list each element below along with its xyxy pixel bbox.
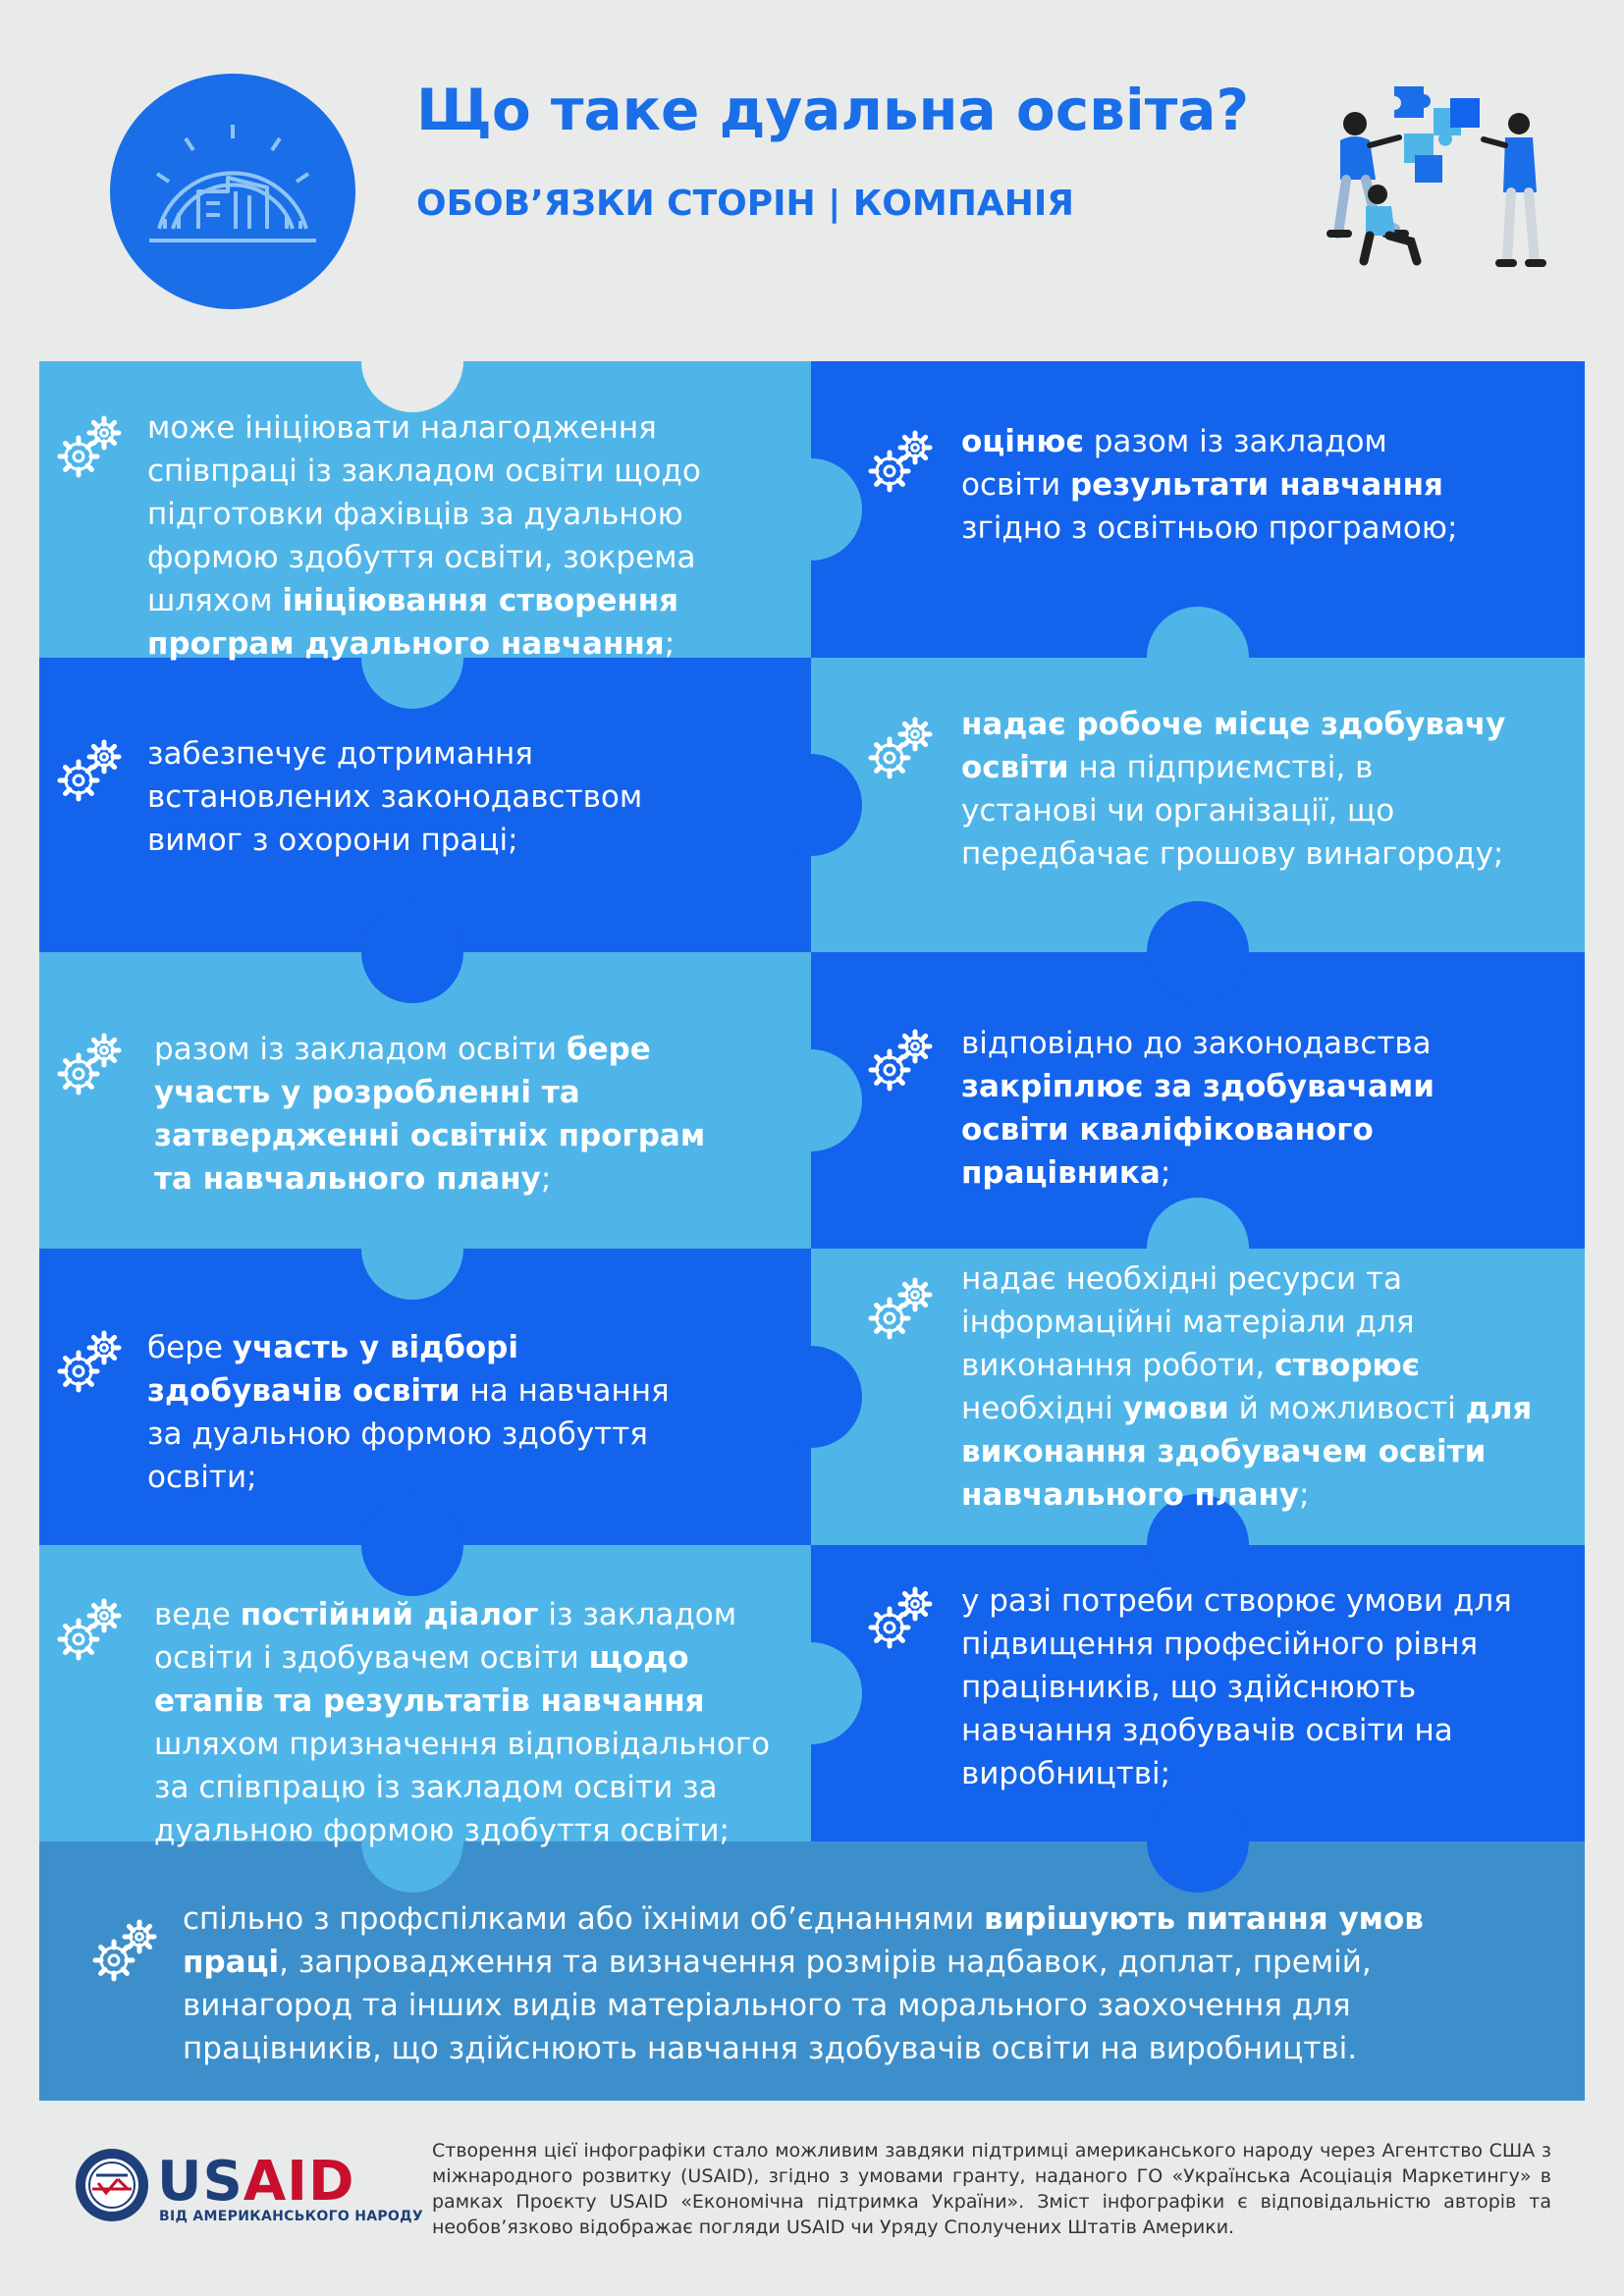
duty-text: у разі потреби створює умови для підвищення професійного рівня працівників, що здійснюють навчання здобувачів освіти на виробництві; [961, 1583, 1512, 1791]
usaid-tagline: ВІД АМЕРИКАНСЬКОГО НАРОДУ [159, 2209, 423, 2224]
puzzle-knob [1147, 607, 1249, 709]
duty-text: бере участь у відборі здобувачів освіти на навчання за дуальною формою здобуття освіти; [147, 1330, 670, 1495]
puzzle-knob [1147, 1790, 1249, 1893]
puzzle-knob [760, 1346, 862, 1448]
duty-text: надає необхідні ресурси та інформаційні матеріали для виконання роботи, створює необхідні умови й можливості для виконання здобувачем освіти навчального плану; [961, 1261, 1533, 1513]
puzzle-knob [760, 1049, 862, 1151]
duty-text: може ініціювати налагодження співпраці із закладом освіти щодо підготовки фахівців за дуальною формою здобуття освіти, зокрема шляхом ініціювання створення програм дуального навчання; [147, 410, 701, 662]
disclaimer-text: Створення цієї інфографіки стало можливим завдяки підтримці американського народу через Агентство США з міжнародного розвитку (USAID), згідно з умовами гранту, наданого ГО «Українська Асоціація Маркетингу» в рамках Проєкту USAID «Економічна підтримка України». Зміст інфографіки є відповідальністю авторів та необов’язково відображає погляди USAID чи Уряду Сполучених Штатів Америки. [432, 2140, 1551, 2238]
page-subtitle: ОБОВ’ЯЗКИ СТОРІН | КОМПАНІЯ [416, 184, 1074, 224]
duty-text: надає робоче місце здобувачу освіти на підприємстві, в установі чи організації, що передбачає грошову винагороду; [961, 707, 1506, 872]
puzzle-knob [361, 1198, 463, 1300]
duty-text: веде постійний діалог із закладом освіти і здобувачем освіти щодо етапів та результатів навчання шляхом призначення відповідального за співпрацю із закладом освіти за дуальною формою здобуття освіти; [154, 1597, 771, 1848]
puzzle-knob [361, 1494, 463, 1596]
duty-text: оцінює разом із закладом освіти результати навчання згідно з освітньою програмою; [961, 424, 1458, 546]
duty-text: спільно з профспілками або їхніми об’єднаннями вирішують питання умов праці, запровадження та визначення розмірів надбавок, доплат, премій, винагород та інших видів матеріального та морального заохочення для працівників, що здійснюють навчання здобувачів освіти на виробництві. [183, 1901, 1424, 2066]
puzzle-knob [1147, 901, 1249, 1003]
duty-text: разом із закладом освіти бере участь у розробленні та затвердженні освітніх програм та навчального плану; [154, 1032, 706, 1197]
puzzle-knob [361, 901, 463, 1003]
duty-text: забезпечує дотримання встановлених законодавством вимог з охорони праці; [147, 736, 643, 858]
duty-text: відповідно до законодавства закріплює за здобувачами освіти кваліфікованого працівника; [961, 1026, 1435, 1191]
puzzle-knob [760, 754, 862, 856]
puzzle-knob [760, 458, 862, 561]
usaid-seal [73, 2146, 151, 2224]
page-title: Що таке дуальна освіта? [416, 77, 1250, 143]
puzzle-notch [361, 310, 463, 412]
usaid-wordmark: USAID [157, 2150, 355, 2214]
